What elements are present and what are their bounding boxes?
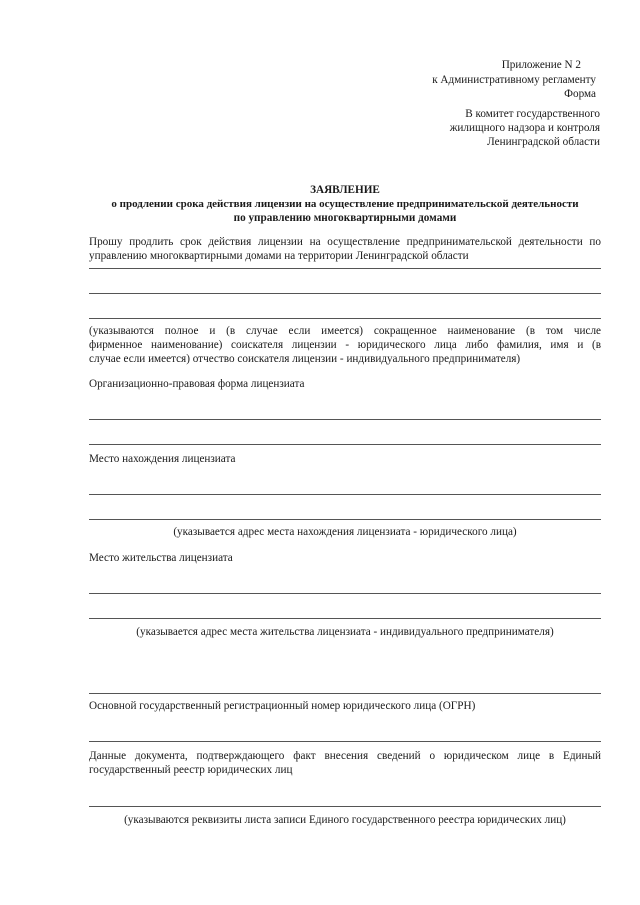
- ogrn-line[interactable]: [89, 741, 601, 742]
- residence-label: Место жительства лицензиата: [89, 552, 233, 564]
- request-line-1: Прошу продлить срок действия лицензии на осуществление предпринимательской деятельности по: [89, 236, 601, 248]
- applicant-name-line-3[interactable]: [89, 318, 601, 319]
- location-label: Место нахождения лицензиата: [89, 453, 236, 465]
- form-label: Форма: [564, 88, 596, 100]
- legal-form-label: Организационно-правовая форма лицензиата: [89, 378, 305, 390]
- request-line-2: управлению многоквартирными домами на территории Ленинградской области: [89, 250, 469, 262]
- egrul-label-line-1: Данные документа, подтверждающего факт внесения сведений о юридическом лице в Единый: [89, 750, 601, 762]
- regulation-label: к Административному регламенту: [432, 74, 596, 86]
- residence-note: (указывается адрес места жительства лицензиата - индивидуального предпринимателя): [136, 626, 554, 638]
- legal-form-line-2[interactable]: [89, 444, 601, 445]
- addressee-line-3: Ленинградской области: [487, 136, 600, 148]
- document-subtitle-line-2: по управлению многоквартирными домами: [233, 212, 457, 224]
- ogrn-label: Основной государственный регистрационный номер юридического лица (ОГРН): [89, 700, 476, 712]
- name-note-line-3: случае если имеется) отчество соискателя лицензии - индивидуального предпринимателя): [89, 353, 521, 365]
- location-note: (указывается адрес места нахождения лицензиата - юридического лица): [173, 526, 517, 538]
- name-note-line-1: (указываются полное и (в случае если имеется) сокращенное наименование (в том числе: [89, 325, 601, 337]
- egrul-note: (указываются реквизиты листа записи Единого государственного реестра юридических лиц): [124, 814, 566, 826]
- residence-line-2[interactable]: [89, 618, 601, 619]
- egrul-line[interactable]: [89, 806, 601, 807]
- document-title: ЗАЯВЛЕНИЕ: [310, 184, 380, 196]
- location-line-1[interactable]: [89, 494, 601, 495]
- ogrn-top-line: [89, 693, 601, 694]
- document-subtitle-line-1: о продлении срока действия лицензии на осуществление предпринимательской деятельности: [111, 198, 579, 210]
- egrul-label-line-2: государственный реестр юридических лиц: [89, 764, 293, 776]
- legal-form-line-1[interactable]: [89, 419, 601, 420]
- applicant-name-line-2[interactable]: [89, 293, 601, 294]
- name-note-line-2: фирменное наименование) соискателя лицензии - юридического лица либо фамилия, имя и (в: [89, 339, 601, 351]
- applicant-name-line-1[interactable]: [89, 268, 601, 269]
- appendix-label: Приложение N 2: [501, 59, 581, 71]
- residence-line-1[interactable]: [89, 593, 601, 594]
- addressee-line-1: В комитет государственного: [465, 108, 600, 120]
- addressee-line-2: жилищного надзора и контроля: [449, 122, 600, 134]
- location-line-2[interactable]: [89, 519, 601, 520]
